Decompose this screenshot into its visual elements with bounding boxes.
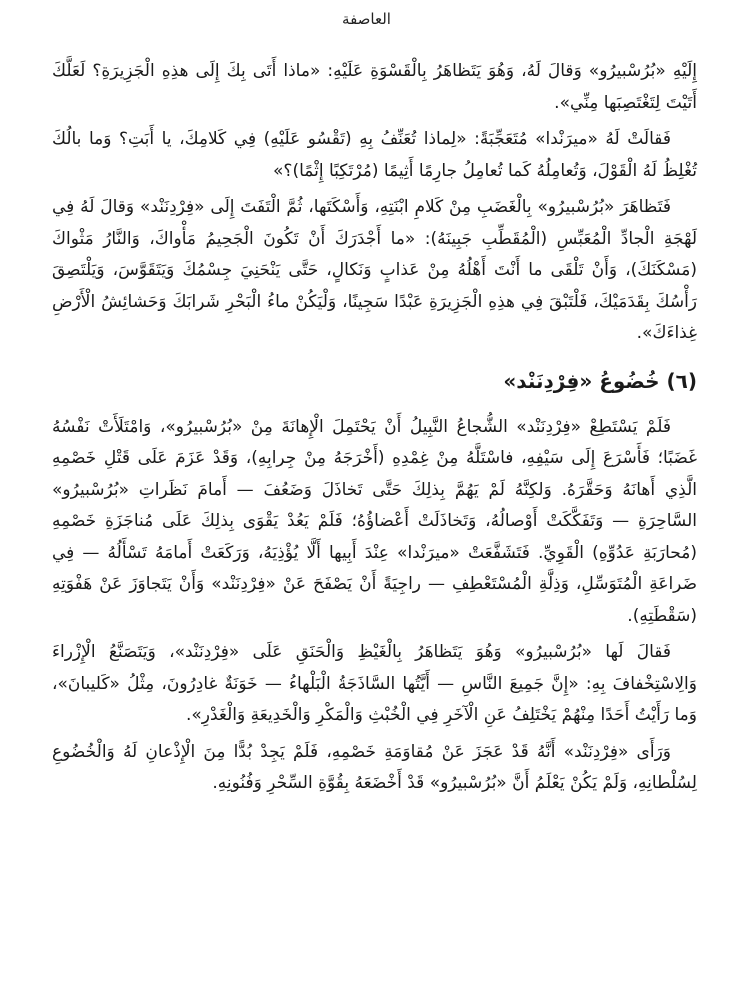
section-number: (٦) xyxy=(666,368,697,393)
paragraph: وَرَأَى «فِرْدِنَنْد» أَنَّهُ قَدْ عَجَزَ عَنْ مُقاوَمَةِ خَصْمِهِ، فَلَمْ يَجِدْ بُدًّا مِنَ الْإِذْعانِ لَهُ وَالْخُضُوعِ لِسُلْطانِهِ، وَلَمْ يَكُنْ يَعْلَمُ أَنَّ «بُرُسْبيرُو» قَدْ أَخْضَعَهُ بِقُوَّةِ السِّحْرِ وَفُنُونِهِ. xyxy=(52,741,697,793)
paragraph: فَلَمْ يَسْتَطِعْ «فِرْدِنَنْد» الشُّجاعُ النَّبِيلُ أَنْ يَحْتَمِلَ الْإِهانَةَ مِنْ «بُرُسْبيرُو»، وَامْتَلَأَتْ نَفْسُهُ غَضَبًا؛ فَأَسْرَعَ إِلَى سَيْفِهِ، فاسْتَلَّهُ مِنْ غِمْدِهِ (أَخْرَجَهُ مِنْ جِرابِهِ)، وَقَدْ عَزَمَ عَلَى قَتْلِ خَصْمِهِ الَّذِي أَهانَهُ وَحَقَّرَهُ. وَلكِنَّهُ لَمْ يَهُمَّ بِذلِكَ حَتَّى تَخاذَلَ وَضَعُفَ — أَمامَ نَظَراتِ «بُرُسْبيرُو» السَّاحِرَةِ — وَتَفَكَّكَتْ أَوْصالُهُ، وَتَخاذَلَتْ أَعْضاؤُهُ؛ فَلَمْ يَعُدْ يَقْوَى بِذلِكَ عَلَى مُناجَزَةِ خَصْمِهِ (مُحارَبَةِ عَدُوِّهِ) الْقَوِيِّ. فَتَشَفَّعَتْ «ميرَنْدا» عِنْدَ أَبِيها أَلَّا يُؤْذِيَهُ، وَرَكَعَتْ أَمامَهُ تَسْأَلُهُ — فِي ضَراعَةِ الْمُتَوَسِّلِ، وَذِلَّةِ الْمُسْتَعْطِفِ — راجِيَةً أَنْ يَصْفَحَ عَنْ «فِرْدِنَنْد» وَأَنْ يَتَجاوَزَ عَنْ هَفْوَتِهِ (سَقْطَتِهِ). xyxy=(52,416,697,626)
page-body xyxy=(52,56,697,805)
section-title: خُضُوعُ «فِرْدِنَنْد» xyxy=(503,368,660,393)
paragraph: فَتَظاهَرَ «بُرُسْبيرُو» بِالْغَضَبِ مِنْ كَلامِ ابْنَتِهِ، وَأَسْكَتَها، ثُمَّ الْتَفَتَ إِلَى «فِرْدِنَنْد» وَقالَ لَهُ فِي لَهْجَةِ الْجادِّ الْمُعَبِّسِ (الْمُقَطِّبِ جَبِينَهُ): «ما أَجْدَرَكَ أَنْ تَكُونَ الْجَحِيمُ مَأْواكَ، وَالنَّارُ مَثْواكَ (مَسْكَنَكَ)، وَأَنْ تَلْقَى ما أَنْتَ أَهْلُهُ مِنْ عَذابٍ وَنَكالٍ، حَتَّى يَنْحَنِيَ جِسْمُكَ وَيَتَقَوَّسَ، وَيَلْتَصِقَ رَأْسُكَ بِقَدَمَيْكَ، فَلْتَبْقَ فِي هذِهِ الْجَزِيرَةِ عَبْدًا سَجِينًا، وَلْيَكُنْ ماءُ الْبَحْرِ شَرابَكَ وَحَشائِشُ الْأَرْضِ غِذاءَكَ». xyxy=(52,197,697,343)
running-head: العاصفة xyxy=(342,10,391,28)
paragraph: إِلَيْهِ «بُرُسْبيرُو» وَقالَ لَهُ، وَهُوَ يَتَظاهَرُ بِالْقَسْوَةِ عَلَيْهِ: «ماذا أَتَى بِكَ إِلَى هذِهِ الْجَزِيرَةِ؟ لَعَلَّكَ أَتَيْتَ لِتَغْتَصِبَها مِنِّي». xyxy=(52,61,697,113)
paragraph: فَقالَ لَها «بُرُسْبيرُو» وَهُوَ يَتَظاهَرُ بِالْغَيْظِ وَالْحَنَقِ عَلَى «فِرْدِنَنْد»، وَيَتَصَنَّعُ الْإِزْراءَ وَالِاسْتِخْفافَ بِهِ: «إِنَّ جَمِيعَ النَّاسِ — أَيَّتُها السَّاذَجَةُ الْبَلْهاءُ — خَوَنَةٌ غادِرُونَ، مِثْلُ «كَليبانَ»، وَما رَأَيْتُ أَحَدًا مِنْهُمْ يَخْتَلِفُ عَنِ الْآخَرِ فِي الْخُبْثِ وَالْمَكْرِ وَالْخَدِيعَةِ وَالْغَدْرِ». xyxy=(52,642,697,725)
paragraph: فَقالَتْ لَهُ «ميرَنْدا» مُتَعَجِّبَةً: «لِماذا تُعَنِّفُ بِهِ (تَقْسُو عَلَيْهِ) فِي كَلامِكَ، يا أَبَتِ؟ وَما بالُكَ تُغْلِظُ لَهُ الْقَوْلَ، وَتُعامِلُهُ كَما تُعامِلُ جارِمًا أَثِيمًا (مُرْتَكِبًا إِثْمًا)؟» xyxy=(52,129,697,181)
section-heading xyxy=(52,364,697,398)
